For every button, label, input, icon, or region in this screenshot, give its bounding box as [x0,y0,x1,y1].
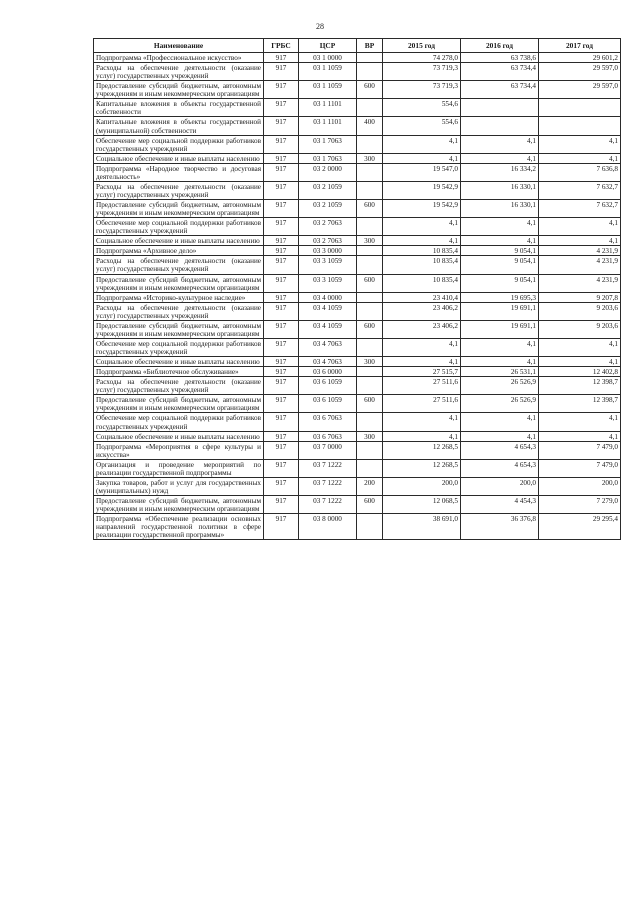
cell-grbs: 917 [264,302,299,320]
cell-vr: 600 [357,320,383,338]
table-row [94,377,621,395]
cell-csr: 03 4 0000 [299,292,357,302]
cell-grbs: 917 [264,413,299,431]
cell-y2015: 74 278,0 [383,53,461,63]
table-row [94,274,621,292]
cell-y2016: 4,1 [461,236,539,246]
cell-csr: 03 6 1059 [299,377,357,395]
cell-grbs: 917 [264,431,299,441]
cell-name: Закупка товаров, работ и услуг для государственных (муниципальных) нужд [94,477,264,495]
cell-grbs: 917 [264,320,299,338]
cell-csr: 03 6 1059 [299,395,357,413]
cell-vr [357,338,383,356]
cell-grbs: 917 [264,496,299,514]
table-row [94,81,621,99]
cell-y2016: 19 691,1 [461,302,539,320]
cell-csr: 03 7 1222 [299,477,357,495]
cell-y2016: 9 054,1 [461,246,539,256]
cell-y2015: 23 406,2 [383,320,461,338]
cell-csr: 03 2 7063 [299,236,357,246]
table-row [94,395,621,413]
cell-csr: 03 7 1222 [299,496,357,514]
cell-name: Предоставление субсидий бюджетным, автономным учреждениям и иным некоммерческим организациям [94,200,264,218]
cell-vr: 300 [357,357,383,367]
cell-grbs: 917 [264,441,299,459]
cell-y2017: 29 597,0 [539,63,621,81]
cell-vr: 300 [357,236,383,246]
cell-grbs: 917 [264,117,299,135]
cell-y2015: 4,1 [383,357,461,367]
cell-y2015: 4,1 [383,218,461,236]
cell-y2017: 12 398,7 [539,377,621,395]
cell-y2016: 4,1 [461,357,539,367]
cell-grbs: 917 [264,200,299,218]
cell-y2015: 10 835,4 [383,274,461,292]
cell-y2017: 9 207,8 [539,292,621,302]
cell-csr: 03 3 0000 [299,246,357,256]
cell-vr [357,246,383,256]
cell-csr: 03 2 1059 [299,200,357,218]
cell-name: Обеспечение мер социальной поддержки работников государственных учреждений [94,338,264,356]
cell-y2016: 16 330,1 [461,181,539,199]
cell-name: Капитальные вложения в объекты государственной (муниципальной) собственности [94,117,264,135]
cell-name: Предоставление субсидий бюджетным, автономным учреждениям и иным некоммерческим организациям [94,81,264,99]
table-row [94,357,621,367]
cell-vr [357,441,383,459]
cell-y2017: 4,1 [539,153,621,163]
cell-y2017: 7 479,0 [539,441,621,459]
cell-y2016: 4 454,3 [461,496,539,514]
cell-vr: 600 [357,496,383,514]
cell-csr: 03 7 1222 [299,459,357,477]
cell-y2016: 9 054,1 [461,274,539,292]
cell-y2017: 7 636,8 [539,163,621,181]
header-grbs: ГРБС [264,39,299,53]
cell-vr [357,99,383,117]
cell-grbs: 917 [264,256,299,274]
table-row [94,200,621,218]
cell-name: Обеспечение мер социальной поддержки работников государственных учреждений [94,135,264,153]
header-2017: 2017 год [539,39,621,53]
cell-vr [357,459,383,477]
cell-name: Расходы на обеспечение деятельности (оказание услуг) государственных учреждений [94,181,264,199]
cell-csr: 03 1 7063 [299,135,357,153]
table-row [94,153,621,163]
cell-y2015: 12 268,5 [383,441,461,459]
header-vr: ВР [357,39,383,53]
cell-grbs: 917 [264,236,299,246]
cell-vr: 600 [357,200,383,218]
cell-y2017: 4 231,9 [539,274,621,292]
cell-y2016: 26 526,9 [461,395,539,413]
cell-grbs: 917 [264,395,299,413]
cell-name: Подпрограмма «Мероприятия в сфере культуры и искусства» [94,441,264,459]
table-row [94,256,621,274]
cell-y2015: 4,1 [383,135,461,153]
cell-csr: 03 4 1059 [299,320,357,338]
cell-y2017 [539,117,621,135]
cell-grbs: 917 [264,292,299,302]
cell-y2017: 4,1 [539,236,621,246]
cell-y2017: 4,1 [539,338,621,356]
table-row [94,367,621,377]
cell-y2016 [461,117,539,135]
cell-y2016: 4,1 [461,153,539,163]
cell-grbs: 917 [264,153,299,163]
cell-y2017: 29 597,0 [539,81,621,99]
table-row [94,320,621,338]
cell-vr: 300 [357,431,383,441]
table-row [94,514,621,540]
cell-vr [357,53,383,63]
table-row [94,181,621,199]
cell-vr [357,302,383,320]
cell-vr: 600 [357,274,383,292]
cell-y2015: 10 835,4 [383,246,461,256]
cell-y2016: 4,1 [461,135,539,153]
cell-y2015: 12 068,5 [383,496,461,514]
cell-grbs: 917 [264,135,299,153]
cell-y2016 [461,99,539,117]
cell-grbs: 917 [264,477,299,495]
cell-csr: 03 4 7063 [299,357,357,367]
cell-y2015: 4,1 [383,153,461,163]
table-row [94,63,621,81]
cell-grbs: 917 [264,274,299,292]
table-row [94,236,621,246]
table-row [94,431,621,441]
cell-grbs: 917 [264,163,299,181]
cell-name: Предоставление субсидий бюджетным, автономным учреждениям и иным некоммерческим организациям [94,320,264,338]
cell-csr: 03 3 1059 [299,274,357,292]
cell-vr: 300 [357,153,383,163]
cell-y2017: 7 632,7 [539,181,621,199]
cell-y2017: 29 295,4 [539,514,621,540]
cell-vr [357,181,383,199]
header-2016: 2016 год [461,39,539,53]
cell-grbs: 917 [264,367,299,377]
cell-grbs: 917 [264,181,299,199]
cell-y2015: 23 410,4 [383,292,461,302]
table-row [94,99,621,117]
cell-y2017: 7 479,0 [539,459,621,477]
cell-y2015: 27 515,7 [383,367,461,377]
table-row [94,413,621,431]
cell-vr [357,256,383,274]
cell-name: Расходы на обеспечение деятельности (оказание услуг) государственных учреждений [94,377,264,395]
cell-vr [357,218,383,236]
cell-csr: 03 2 7063 [299,218,357,236]
cell-grbs: 917 [264,99,299,117]
cell-y2015: 4,1 [383,236,461,246]
cell-y2015: 4,1 [383,338,461,356]
cell-y2015: 19 542,9 [383,200,461,218]
cell-csr: 03 4 1059 [299,302,357,320]
cell-y2016: 63 734,4 [461,81,539,99]
cell-name: Расходы на обеспечение деятельности (оказание услуг) государственных учреждений [94,63,264,81]
cell-name: Капитальные вложения в объекты государственной собственности [94,99,264,117]
cell-y2015: 200,0 [383,477,461,495]
cell-vr [357,367,383,377]
cell-y2015: 554,6 [383,99,461,117]
table-row [94,496,621,514]
header-csr: ЦСР [299,39,357,53]
cell-csr: 03 2 0000 [299,163,357,181]
cell-y2016: 16 334,2 [461,163,539,181]
cell-y2015: 73 719,3 [383,63,461,81]
cell-grbs: 917 [264,53,299,63]
cell-y2015: 4,1 [383,431,461,441]
cell-csr: 03 8 0000 [299,514,357,540]
cell-csr: 03 1 1101 [299,117,357,135]
cell-csr: 03 6 7063 [299,431,357,441]
cell-csr: 03 1 7063 [299,153,357,163]
table-row [94,135,621,153]
cell-name: Подпрограмма «Архивное дело» [94,246,264,256]
header-name: Наименование [94,39,264,53]
header-2015: 2015 год [383,39,461,53]
cell-y2016: 9 054,1 [461,256,539,274]
cell-name: Подпрограмма «Профессиональное искусство» [94,53,264,63]
cell-vr [357,135,383,153]
cell-name: Подпрограмма «Обеспечение реализации основных направлений государственной политики в сфере реализации государственной программы» [94,514,264,540]
cell-name: Организация и проведение мероприятий по реализации государственной подпрограммы [94,459,264,477]
cell-grbs: 917 [264,514,299,540]
cell-y2017: 7 632,7 [539,200,621,218]
cell-grbs: 917 [264,338,299,356]
cell-y2017: 4 231,9 [539,246,621,256]
cell-y2016: 16 330,1 [461,200,539,218]
cell-y2015: 38 691,0 [383,514,461,540]
cell-vr: 600 [357,81,383,99]
cell-grbs: 917 [264,246,299,256]
budget-table [93,38,621,540]
cell-vr: 400 [357,117,383,135]
header-row [94,39,621,53]
cell-csr: 03 1 1101 [299,99,357,117]
table-row [94,302,621,320]
table-body [94,53,621,540]
cell-y2015: 12 268,5 [383,459,461,477]
cell-y2016: 63 734,4 [461,63,539,81]
cell-y2017: 4,1 [539,413,621,431]
cell-name: Социальное обеспечение и иные выплаты населению [94,357,264,367]
cell-y2015: 554,6 [383,117,461,135]
table-row [94,441,621,459]
table-row [94,338,621,356]
cell-y2017: 4 231,9 [539,256,621,274]
cell-y2017: 200,0 [539,477,621,495]
cell-name: Социальное обеспечение и иные выплаты населению [94,431,264,441]
cell-y2017 [539,99,621,117]
cell-name: Социальное обеспечение и иные выплаты населению [94,236,264,246]
cell-y2015: 27 511,6 [383,395,461,413]
table-row [94,53,621,63]
cell-y2017: 4,1 [539,431,621,441]
cell-y2017: 12 402,8 [539,367,621,377]
table-header [94,39,621,53]
cell-y2016: 63 738,6 [461,53,539,63]
cell-y2016: 4,1 [461,218,539,236]
table-row [94,163,621,181]
cell-vr [357,413,383,431]
table-row [94,218,621,236]
cell-csr: 03 7 0000 [299,441,357,459]
cell-name: Предоставление субсидий бюджетным, автономным учреждениям и иным некоммерческим организациям [94,274,264,292]
cell-vr [357,163,383,181]
cell-y2017: 4,1 [539,218,621,236]
cell-csr: 03 2 1059 [299,181,357,199]
cell-name: Обеспечение мер социальной поддержки работников государственных учреждений [94,218,264,236]
cell-name: Предоставление субсидий бюджетным, автономным учреждениям и иным некоммерческим организациям [94,395,264,413]
cell-y2017: 9 203,6 [539,302,621,320]
cell-name: Подпрограмма «Историко-культурное наследие» [94,292,264,302]
cell-csr: 03 6 7063 [299,413,357,431]
cell-y2017: 7 279,0 [539,496,621,514]
cell-y2015: 10 835,4 [383,256,461,274]
cell-vr: 600 [357,395,383,413]
cell-y2016: 26 526,9 [461,377,539,395]
cell-y2015: 19 542,9 [383,181,461,199]
cell-name: Расходы на обеспечение деятельности (оказание услуг) государственных учреждений [94,256,264,274]
cell-vr [357,514,383,540]
cell-y2016: 19 695,3 [461,292,539,302]
cell-name: Подпрограмма «Народное творчество и досуговая деятельность» [94,163,264,181]
cell-y2016: 36 376,8 [461,514,539,540]
cell-vr [357,292,383,302]
cell-y2017: 29 601,2 [539,53,621,63]
cell-grbs: 917 [264,459,299,477]
cell-y2016: 19 691,1 [461,320,539,338]
cell-y2016: 200,0 [461,477,539,495]
cell-grbs: 917 [264,377,299,395]
cell-y2016: 4,1 [461,413,539,431]
cell-grbs: 917 [264,357,299,367]
table-row [94,292,621,302]
cell-y2015: 27 511,6 [383,377,461,395]
cell-y2016: 4,1 [461,338,539,356]
cell-csr: 03 4 7063 [299,338,357,356]
cell-y2015: 23 406,2 [383,302,461,320]
table-row [94,477,621,495]
table-row [94,459,621,477]
table-row [94,117,621,135]
cell-y2017: 4,1 [539,135,621,153]
cell-csr: 03 6 0000 [299,367,357,377]
cell-name: Предоставление субсидий бюджетным, автономным учреждениям и иным некоммерческим организациям [94,496,264,514]
cell-y2015: 4,1 [383,413,461,431]
cell-grbs: 917 [264,218,299,236]
cell-vr [357,63,383,81]
page-number: 28 [316,22,324,31]
cell-csr: 03 1 1059 [299,81,357,99]
cell-csr: 03 3 1059 [299,256,357,274]
cell-y2017: 4,1 [539,357,621,367]
cell-csr: 03 1 0000 [299,53,357,63]
cell-vr [357,377,383,395]
cell-grbs: 917 [264,81,299,99]
cell-y2015: 19 547,0 [383,163,461,181]
cell-vr: 200 [357,477,383,495]
cell-y2016: 4 654,3 [461,459,539,477]
cell-y2016: 4 654,3 [461,441,539,459]
cell-csr: 03 1 1059 [299,63,357,81]
cell-name: Подпрограмма «Библиотечное обслуживание» [94,367,264,377]
cell-name: Расходы на обеспечение деятельности (оказание услуг) государственных учреждений [94,302,264,320]
cell-name: Обеспечение мер социальной поддержки работников государственных учреждений [94,413,264,431]
cell-y2017: 12 398,7 [539,395,621,413]
cell-grbs: 917 [264,63,299,81]
cell-y2015: 73 719,3 [383,81,461,99]
cell-y2017: 9 203,6 [539,320,621,338]
cell-name: Социальное обеспечение и иные выплаты населению [94,153,264,163]
table-row [94,246,621,256]
cell-y2016: 4,1 [461,431,539,441]
cell-y2016: 26 531,1 [461,367,539,377]
